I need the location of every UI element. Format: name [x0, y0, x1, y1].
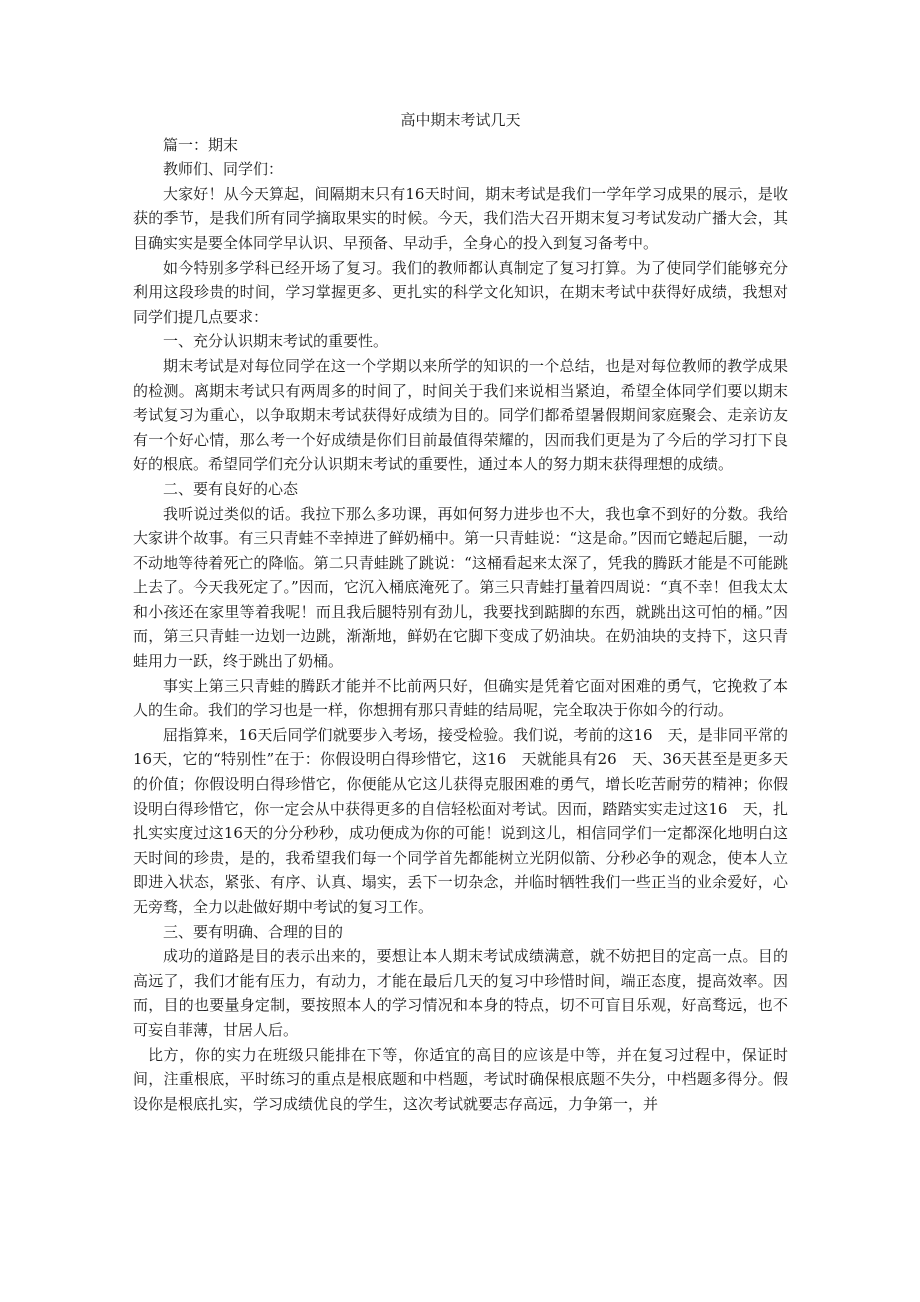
- paragraph-goals: 成功的道路是目的表示出来的，要想让本人期末考试成绩满意，就不妨把目的定高一点。目的高远了，我们才能有压力，有动力，才能在最后几天的复习中珍惜时间，端正态度，提高效率。因而，目的也要量身定制，要按照本人的学习情况和本身的特点，切不可盲目乐观，好高骛远，也不可妄自菲薄，甘居人后。: [133, 947, 788, 1039]
- paragraph-sixteen-days: 屈指算来，16天后同学们就要步入考场，接受检验。我们说，考前的这16 天，是非同平常的16天，它的“特别性”在于：你假设明白得珍惜它，这16 天就能具有26 天、36天甚至是更多天的价值；你假设明白得珍惜它，你便能从它这儿获得克服困难的勇气，增长吃苦耐劳的精神；你假设明白得珍惜它，你一定会从中获得更多的自信轻松面对考试。因而，踏踏实实走过这16 天，扎扎实实度过这16天的分分秒秒，成功便成为你的可能！说到这儿，相信同学们一定都深化地明白这天时间的珍贵，是的，我希望我们每一个同学首先都能树立光阴似箭、分秒必争的观念，使本人立即进入状态，紧张、有序、认真、塌实，丢下一切杂念，并临时牺牲我们一些正当的业余爱好，心无旁骛，全力以赴做好期中考试的复习工作。: [133, 725, 788, 916]
- salutation: 教师们、同学们：: [163, 160, 284, 179]
- heading-2: 二、要有良好的心态: [163, 479, 299, 498]
- paragraph-example: 比方，你的实力在班级只能排在下等，你适宜的高目的应该是中等，并在复习过程中，保证时间，注重根底，平时练习的重点是根底题和中档题，考试时确保根底题不失分，中档题多得分。假设你是根底扎实，学习成绩优良的学生，这次考试就要志存高远，力争第一，并: [133, 1045, 788, 1113]
- paragraph-frog-moral: 事实上第三只青蛙的腾跃才能并不比前两只好，但确实是凭着它面对困难的勇气，它挽救了本人的生命。我们的学习也是一样，你想拥有那只青蛙的结局呢，完全取决于你如今的行动。: [133, 676, 788, 720]
- paragraph-greeting: 大家好！从今天算起，间隔期末只有16天时间，期末考试是我们一学年学习成果的展示，是收获的季节，是我们所有同学摘取果实的时候。今天，我们浩大召开期末复习考试发动广播大会，其目确实实是要全体同学早认识、早预备、早动手，全身心的投入到复习备考中。: [133, 184, 788, 252]
- document-title: 高中期末考试几天: [400, 111, 521, 129]
- paragraph-importance: 期末考试是对每位同学在这一个学期以来所学的知识的一个总结，也是对每位教师的教学成果的检测。离期末考试只有两周多的时间了，时间关于我们来说相当紧迫，希望全体同学们要以期末考试复习为重心，以争取期末考试获得好成绩为目的。同学们都希望暑假期间家庭聚会、走亲访友有一个好心情，那么考一个好成绩是你们目前最值得荣耀的，因而我们更是为了今后的学习打下良好的根底。希望同学们充分认识期末考试的重要性，通过本人的努力期末获得理想的成绩。: [133, 356, 788, 474]
- heading-1: 一、充分认识期末考试的重要性。: [163, 332, 389, 351]
- heading-3: 三、要有明确、合理的目的: [163, 922, 344, 941]
- section-label: 篇一：期末: [163, 135, 239, 154]
- paragraph-frog-story: 我听说过类似的话。我拉下那么多功课，再如何努力进步也不大，我也拿不到好的分数。我给大家讲个故事。有三只青蛙不幸掉进了鲜奶桶中。第一只青蛙说：“这是命。”因而它蜷起后腿，一动不动地等待着死亡的降临。第二只青蛙跳了跳说：“这桶看起来太深了，凭我的腾跃才能是不可能跳上去了。今天我死定了。”因而，它沉入桶底淹死了。第三只青蛙打量着四周说：“真不幸！但我太太和小孩还在家里等着我呢！而且我后腿特别有劲儿，我要找到踮脚的东西，就跳出这可怕的桶。”因而，第三只青蛙一边划一边跳，渐渐地，鲜奶在它脚下变成了奶油块。在奶油块的支持下，这只青蛙用力一跃，终于跳出了奶桶。: [133, 504, 788, 671]
- document-page: [133, 108, 788, 1116]
- paragraph-intro: 如今特别多学科已经开场了复习。我们的教师都认真制定了复习打算。为了使同学们能够充分利用这段珍贵的时间，学习掌握更多、更扎实的科学文化知识，在期末考试中获得好成绩，我想对同学们提几点要求：: [133, 258, 788, 326]
